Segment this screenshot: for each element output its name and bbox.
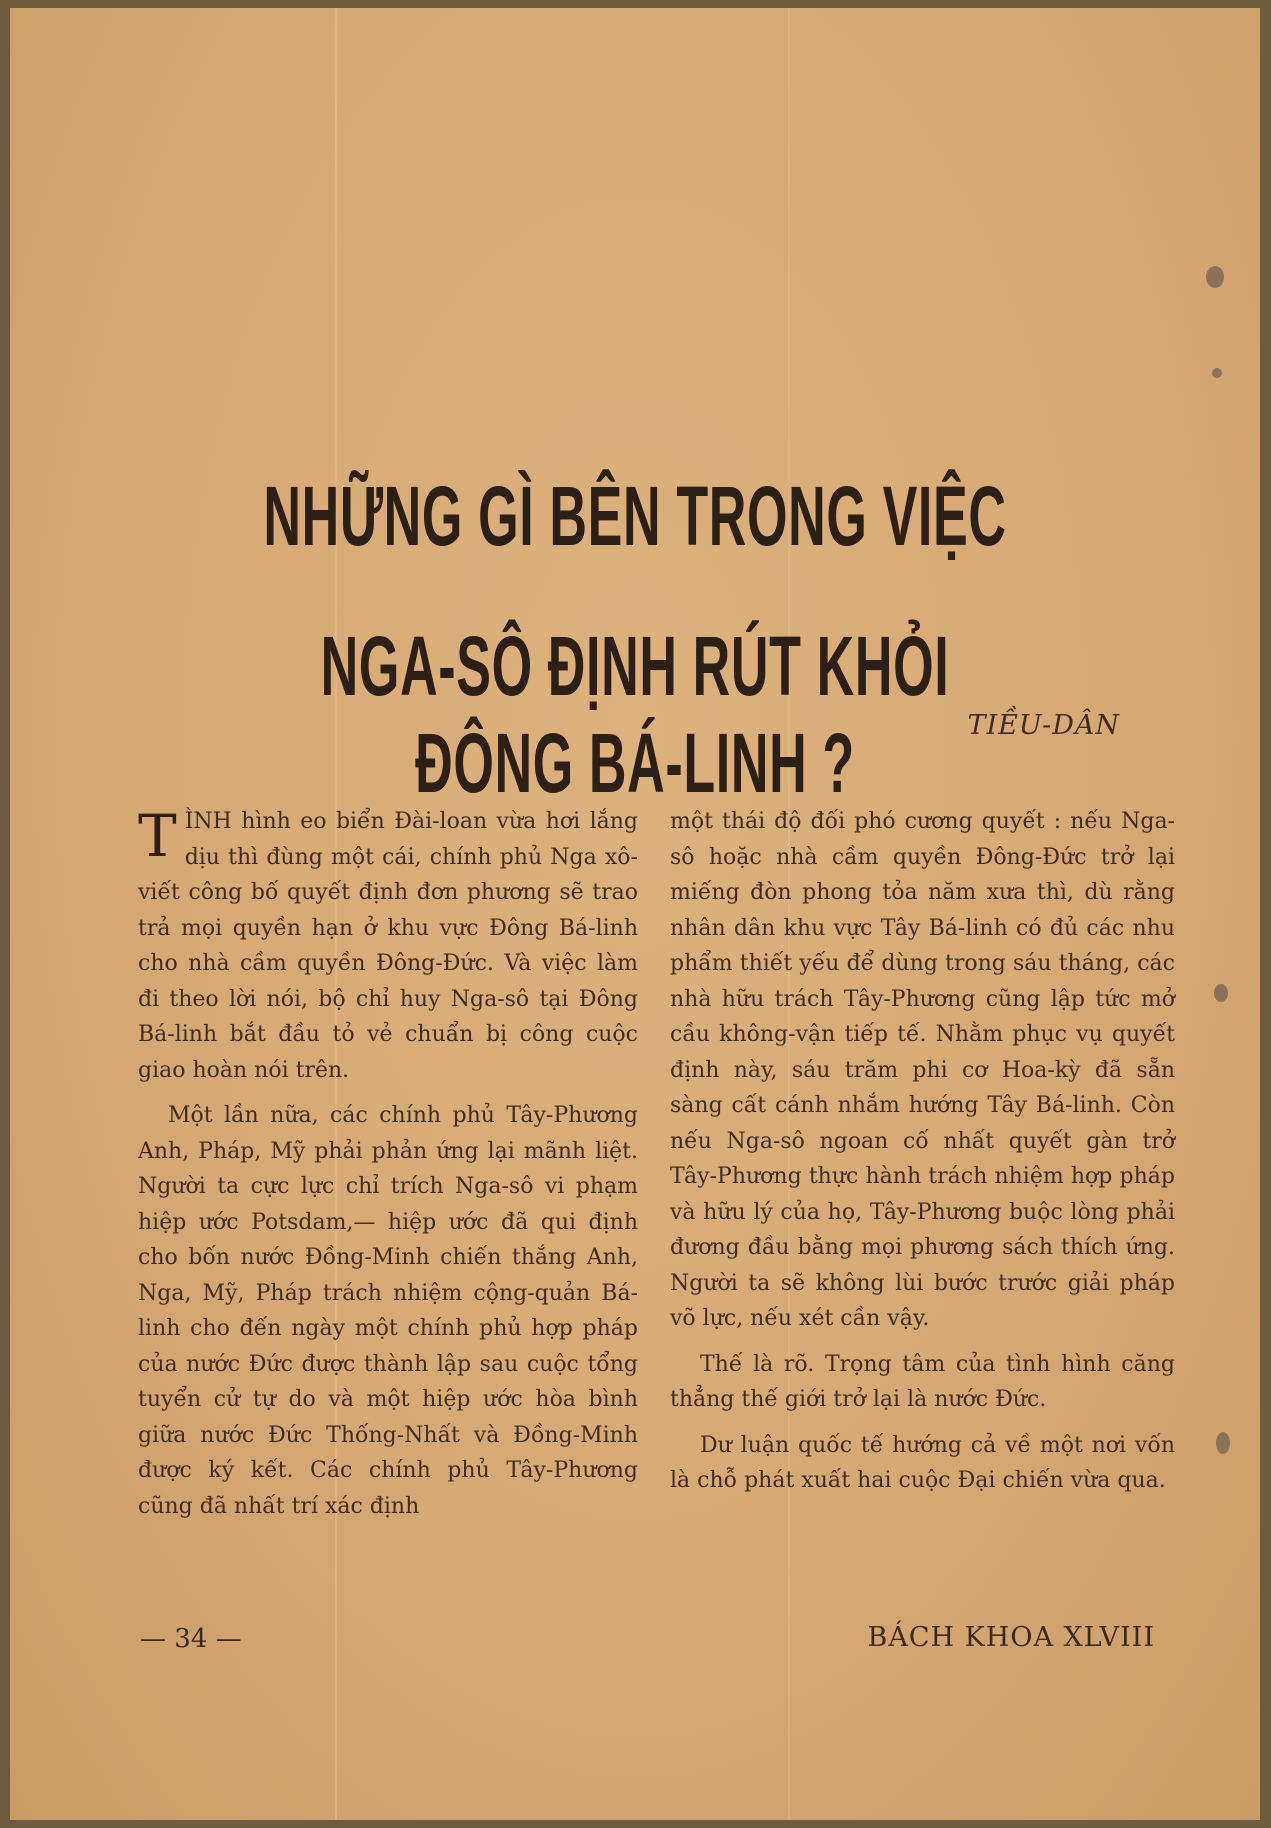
left-column (138, 804, 638, 1534)
paragraph: Một lần nữa, các chính phủ Tây-Phương Anh, Pháp, Mỹ phải phản ứng lại mãnh liệt. Người ta cực lực chỉ trích Nga-sô vi phạm hiệp ước Potsdam,— hiệp ước đã qui định cho bốn nước Đồng-Minh chiến thắng Anh, Nga, Mỹ, Pháp trách nhiệm cộng-quản Bá-linh cho đến ngày một chính phủ hợp pháp của nước Đức được thành lập sau cuộc tổng tuyển cử tự do và một hiệp ước hòa bình giữa nước Đức Thống-Nhất và Đồng-Minh được ký kết. Các chính phủ Tây-Phương cũng đã nhất trí xác định (138, 1103, 638, 1519)
binding-hole (1214, 984, 1228, 1002)
paragraph: một thái độ đối phó cương quyết : nếu Nga-sô hoặc nhà cầm quyền Đông-Đức trở lại miếng đòn phong tỏa năm xưa thì, dù rằng nhân dân khu vực Tây Bá-linh có đủ các nhu phẩm thiết yếu để dùng trong sáu tháng, các nhà hữu trách Tây-Phương cũng lập tức mở cầu không-vận tiếp tế. Nhằm phục vụ quyết định này, sáu trăm phi cơ Hoa-kỳ đã sẵn sàng cất cánh nhắm hướng Tây Bá-linh. Còn nếu Nga-sô ngoan cố nhất quyết gàn trở Tây-Phương thực hành trách nhiệm hợp pháp và hữu lý của họ, Tây-Phương buộc lòng phải đương đầu bằng mọi phương sách thích ứng. Người ta sẽ không lùi bước trước giải pháp võ lực, nếu xét cần vậy. (670, 809, 1175, 1331)
scanned-page (10, 8, 1260, 1820)
article-title-line-2: NGA-SÔ ĐỊNH RÚT KHỎI ĐÔNG BÁ-LINH ? (320, 619, 950, 810)
paragraph-text: ÌNH hình eo biển Đài-loan vừa hơi lắng dịu thì đùng một cái, chính phủ Nga xô-viết công bố quyết định đơn phương sẽ trao trả mọi quyền hạn ở khu vực Đông Bá-linh cho nhà cầm quyền Đông-Đức. Và việc làm đi theo lời nói, bộ chỉ huy Nga-sô tại Đông Bá-linh bắt đầu tỏ vẻ chuẩn bị công cuộc giao hoàn nói trên. (138, 809, 638, 1083)
right-column (670, 804, 1175, 1509)
article-title-line-1: NHỮNG GÌ BÊN TRONG VIỆC (263, 469, 1007, 563)
binding-hole (1216, 1432, 1230, 1454)
paragraph: Dư luận quốc tế hướng cả về một nơi vốn là chỗ phát xuất hai cuộc Đại chiến vừa qua. (670, 1432, 1175, 1493)
article-author: TIỀU-DÂN (967, 710, 1120, 741)
page-number: — 34 — (140, 1624, 242, 1654)
binding-hole (1212, 368, 1222, 378)
publication-name: BÁCH KHOA XLVIII (867, 1622, 1155, 1653)
paragraph (138, 804, 638, 1088)
paragraph: Thế là rõ. Trọng tâm của tình hình căng thẳng thế giới trở lại là nước Đức. (670, 1351, 1175, 1412)
drop-cap: T (138, 802, 177, 870)
binding-hole (1206, 266, 1224, 288)
